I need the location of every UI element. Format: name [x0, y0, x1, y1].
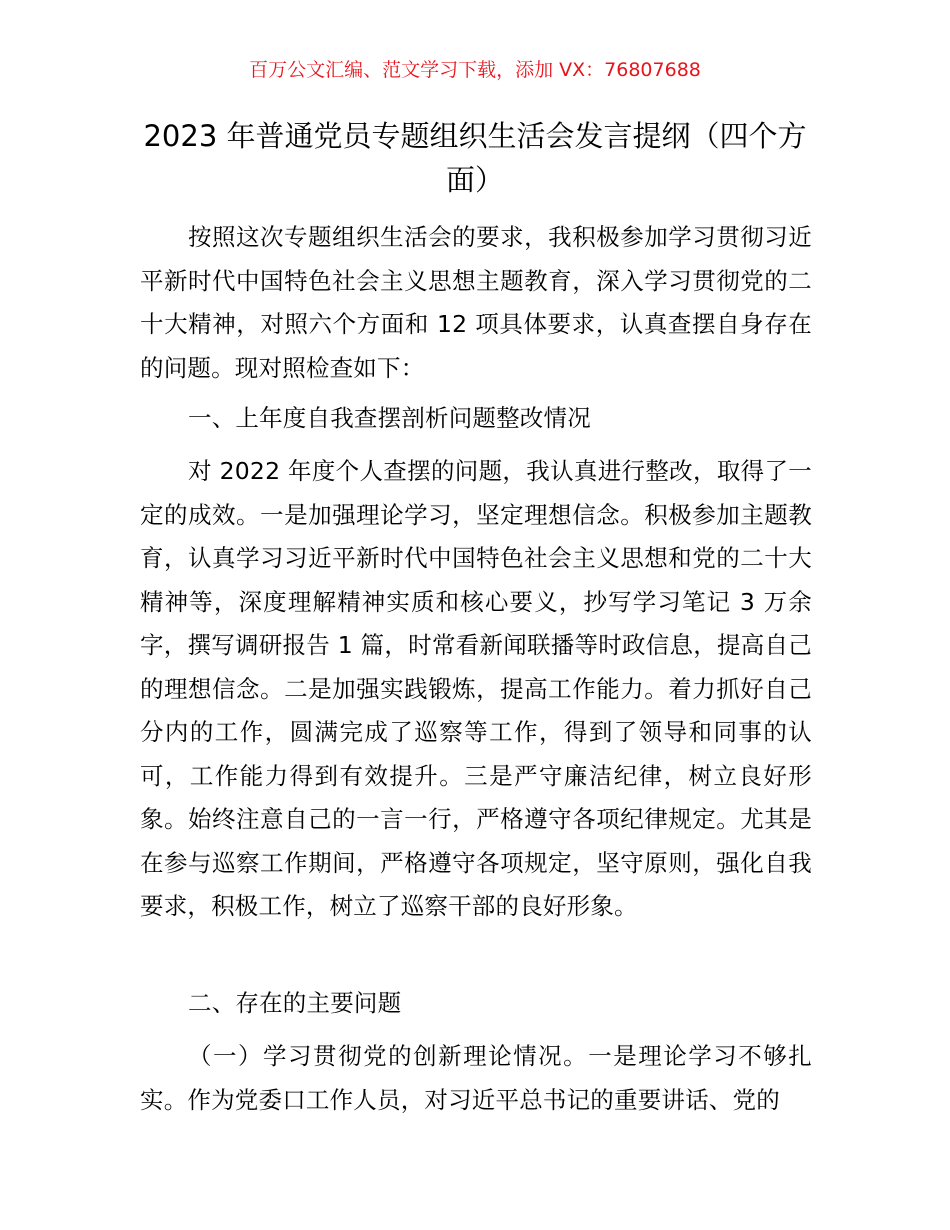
- section-heading-1: 一、上年度自我查摆剖析问题整改情况: [188, 404, 591, 432]
- document-title: 2023 年普通党员专题组织生活会发言提纲（四个方面）: [143, 119, 807, 197]
- intro-paragraph: 按照这次专题组织生活会的要求，我积极参加学习贯彻习近平新时代中国特色社会主义思想主题教育，深入学习贯彻党的二十大精神，对照六个方面和 12 项具体要求，认真查摆自身存在的问题。现对照检查如下：: [140, 223, 812, 382]
- section-2-paragraph: （一）学习贯彻党的创新理论情况。一是理论学习不够扎实。作为党委口工作人员，对习近平总书记的重要讲话、党的: [140, 1042, 812, 1114]
- section-heading-2: 二、存在的主要问题: [188, 989, 402, 1017]
- section-1-paragraph: 对 2022 年度个人查摆的问题，我认真进行整改，取得了一定的成效。一是加强理论学习，坚定理想信念。积极参加主题教育，认真学习习近平新时代中国特色社会主义思想和党的二十大精神等，深度理解精神实质和核心要义，抄写学习笔记 3 万余字，撰写调研报告 1 篇，时常看新闻联播等时政信息，提高自己的理想信念。二是加强实践锻炼，提高工作能力。着力抓好自己分内的工作，圆满完成了巡察等工作，得到了领导和同事的认可，工作能力得到有效提升。三是严守廉洁纪律，树立良好形象。始终注意自己的一言一行，严格遵守各项纪律规定。尤其是在参与巡察工作期间，严格遵守各项规定，坚守原则，强化自我要求，积极工作，树立了巡察干部的良好形象。: [140, 457, 812, 920]
- header-watermark-note: 百万公文汇编、范文学习下载，添加 VX：76807688: [249, 59, 701, 81]
